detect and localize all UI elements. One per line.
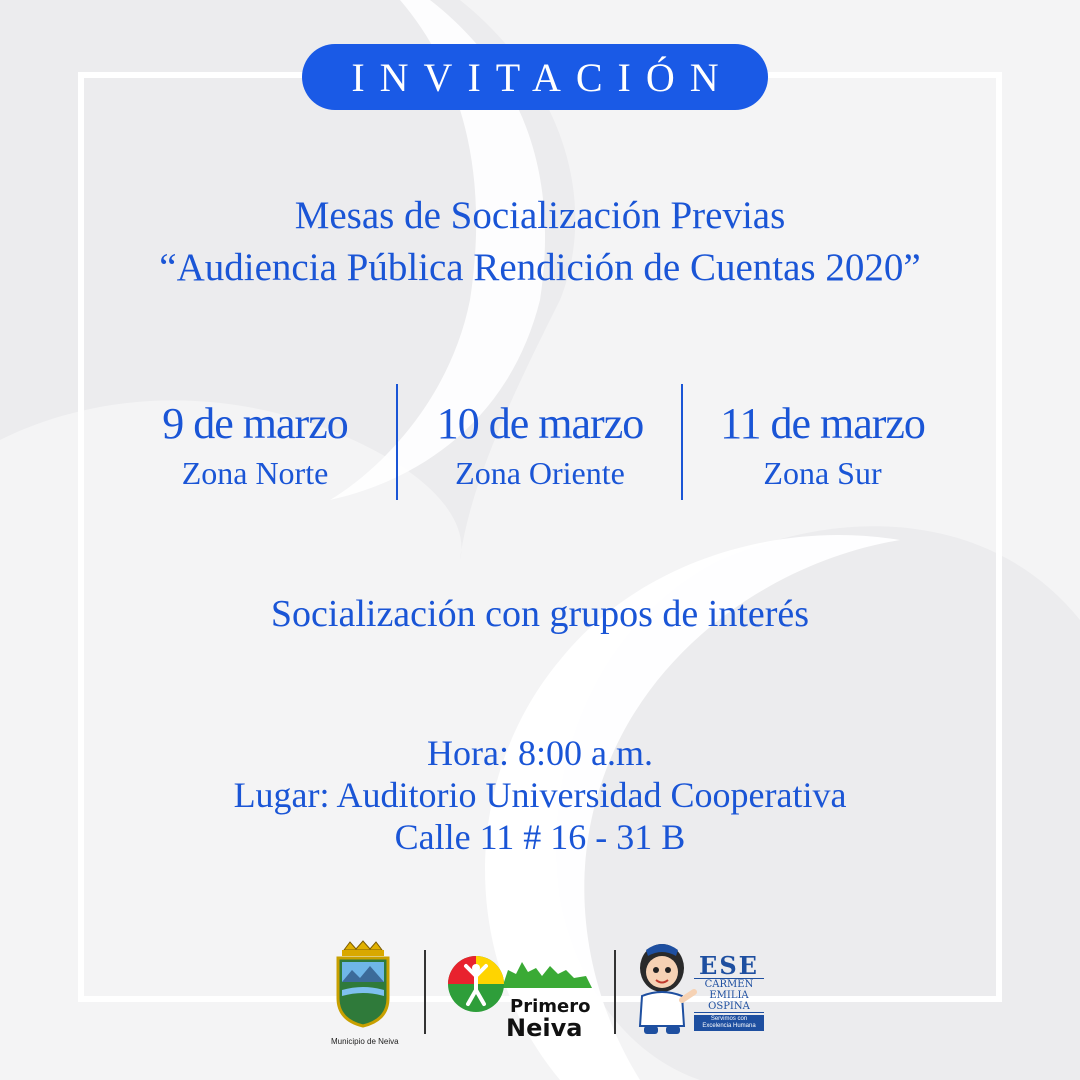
ese-mark: ESE xyxy=(699,951,759,980)
session-date: 10 de marzo xyxy=(436,399,644,448)
session-date: 11 de marzo xyxy=(720,399,925,448)
session-south xyxy=(700,398,945,496)
municipio-caption: Municipio de Neiva xyxy=(331,1037,399,1046)
session-date: 9 de marzo xyxy=(162,399,348,448)
logo-divider xyxy=(614,950,616,1034)
event-place: Lugar: Auditorio Universidad Cooperativa xyxy=(233,775,847,815)
ese-carmen-emilia-ospina-logo xyxy=(694,951,764,1040)
event-address: Calle 11 # 16 - 31 B xyxy=(394,817,686,857)
logo-divider xyxy=(424,950,426,1034)
title-line-2: “Audiencia Pública Rendición de Cuentas 2020” xyxy=(159,246,921,289)
ese-tagline-1: Servimos con xyxy=(710,1016,748,1022)
ese-name-line-2: EMILIA xyxy=(709,990,749,1001)
primero-neiva-logo xyxy=(446,948,596,1040)
ese-name-line-1: CARMEN xyxy=(704,979,754,990)
session-zone: Zona Sur xyxy=(763,455,882,491)
primero-neiva-line-2: Neiva xyxy=(506,1014,583,1040)
municipio-neiva-shield-logo xyxy=(330,940,396,1030)
session-east xyxy=(410,398,670,496)
interest-groups-text: Socialización con grupos de interés xyxy=(270,593,810,635)
session-north xyxy=(140,398,370,496)
primero-neiva-line-1: Primero xyxy=(510,996,591,1017)
invitation-badge xyxy=(302,44,768,110)
event-title xyxy=(0,190,1080,294)
session-zone: Zona Norte xyxy=(181,455,329,491)
ese-name-line-3: OSPINA xyxy=(708,1001,750,1012)
column-divider xyxy=(396,384,398,500)
column-divider xyxy=(681,384,683,500)
event-details xyxy=(0,732,1080,858)
ese-tagline-2: Excelencia Humana xyxy=(702,1023,756,1029)
event-time: Hora: 8:00 a.m. xyxy=(427,733,653,773)
badge-label: INVITACIÓN xyxy=(351,54,734,100)
session-zone: Zona Oriente xyxy=(455,455,625,491)
ese-mascot-nurse-icon xyxy=(628,938,698,1038)
title-line-1: Mesas de Socialización Previas xyxy=(294,194,786,237)
